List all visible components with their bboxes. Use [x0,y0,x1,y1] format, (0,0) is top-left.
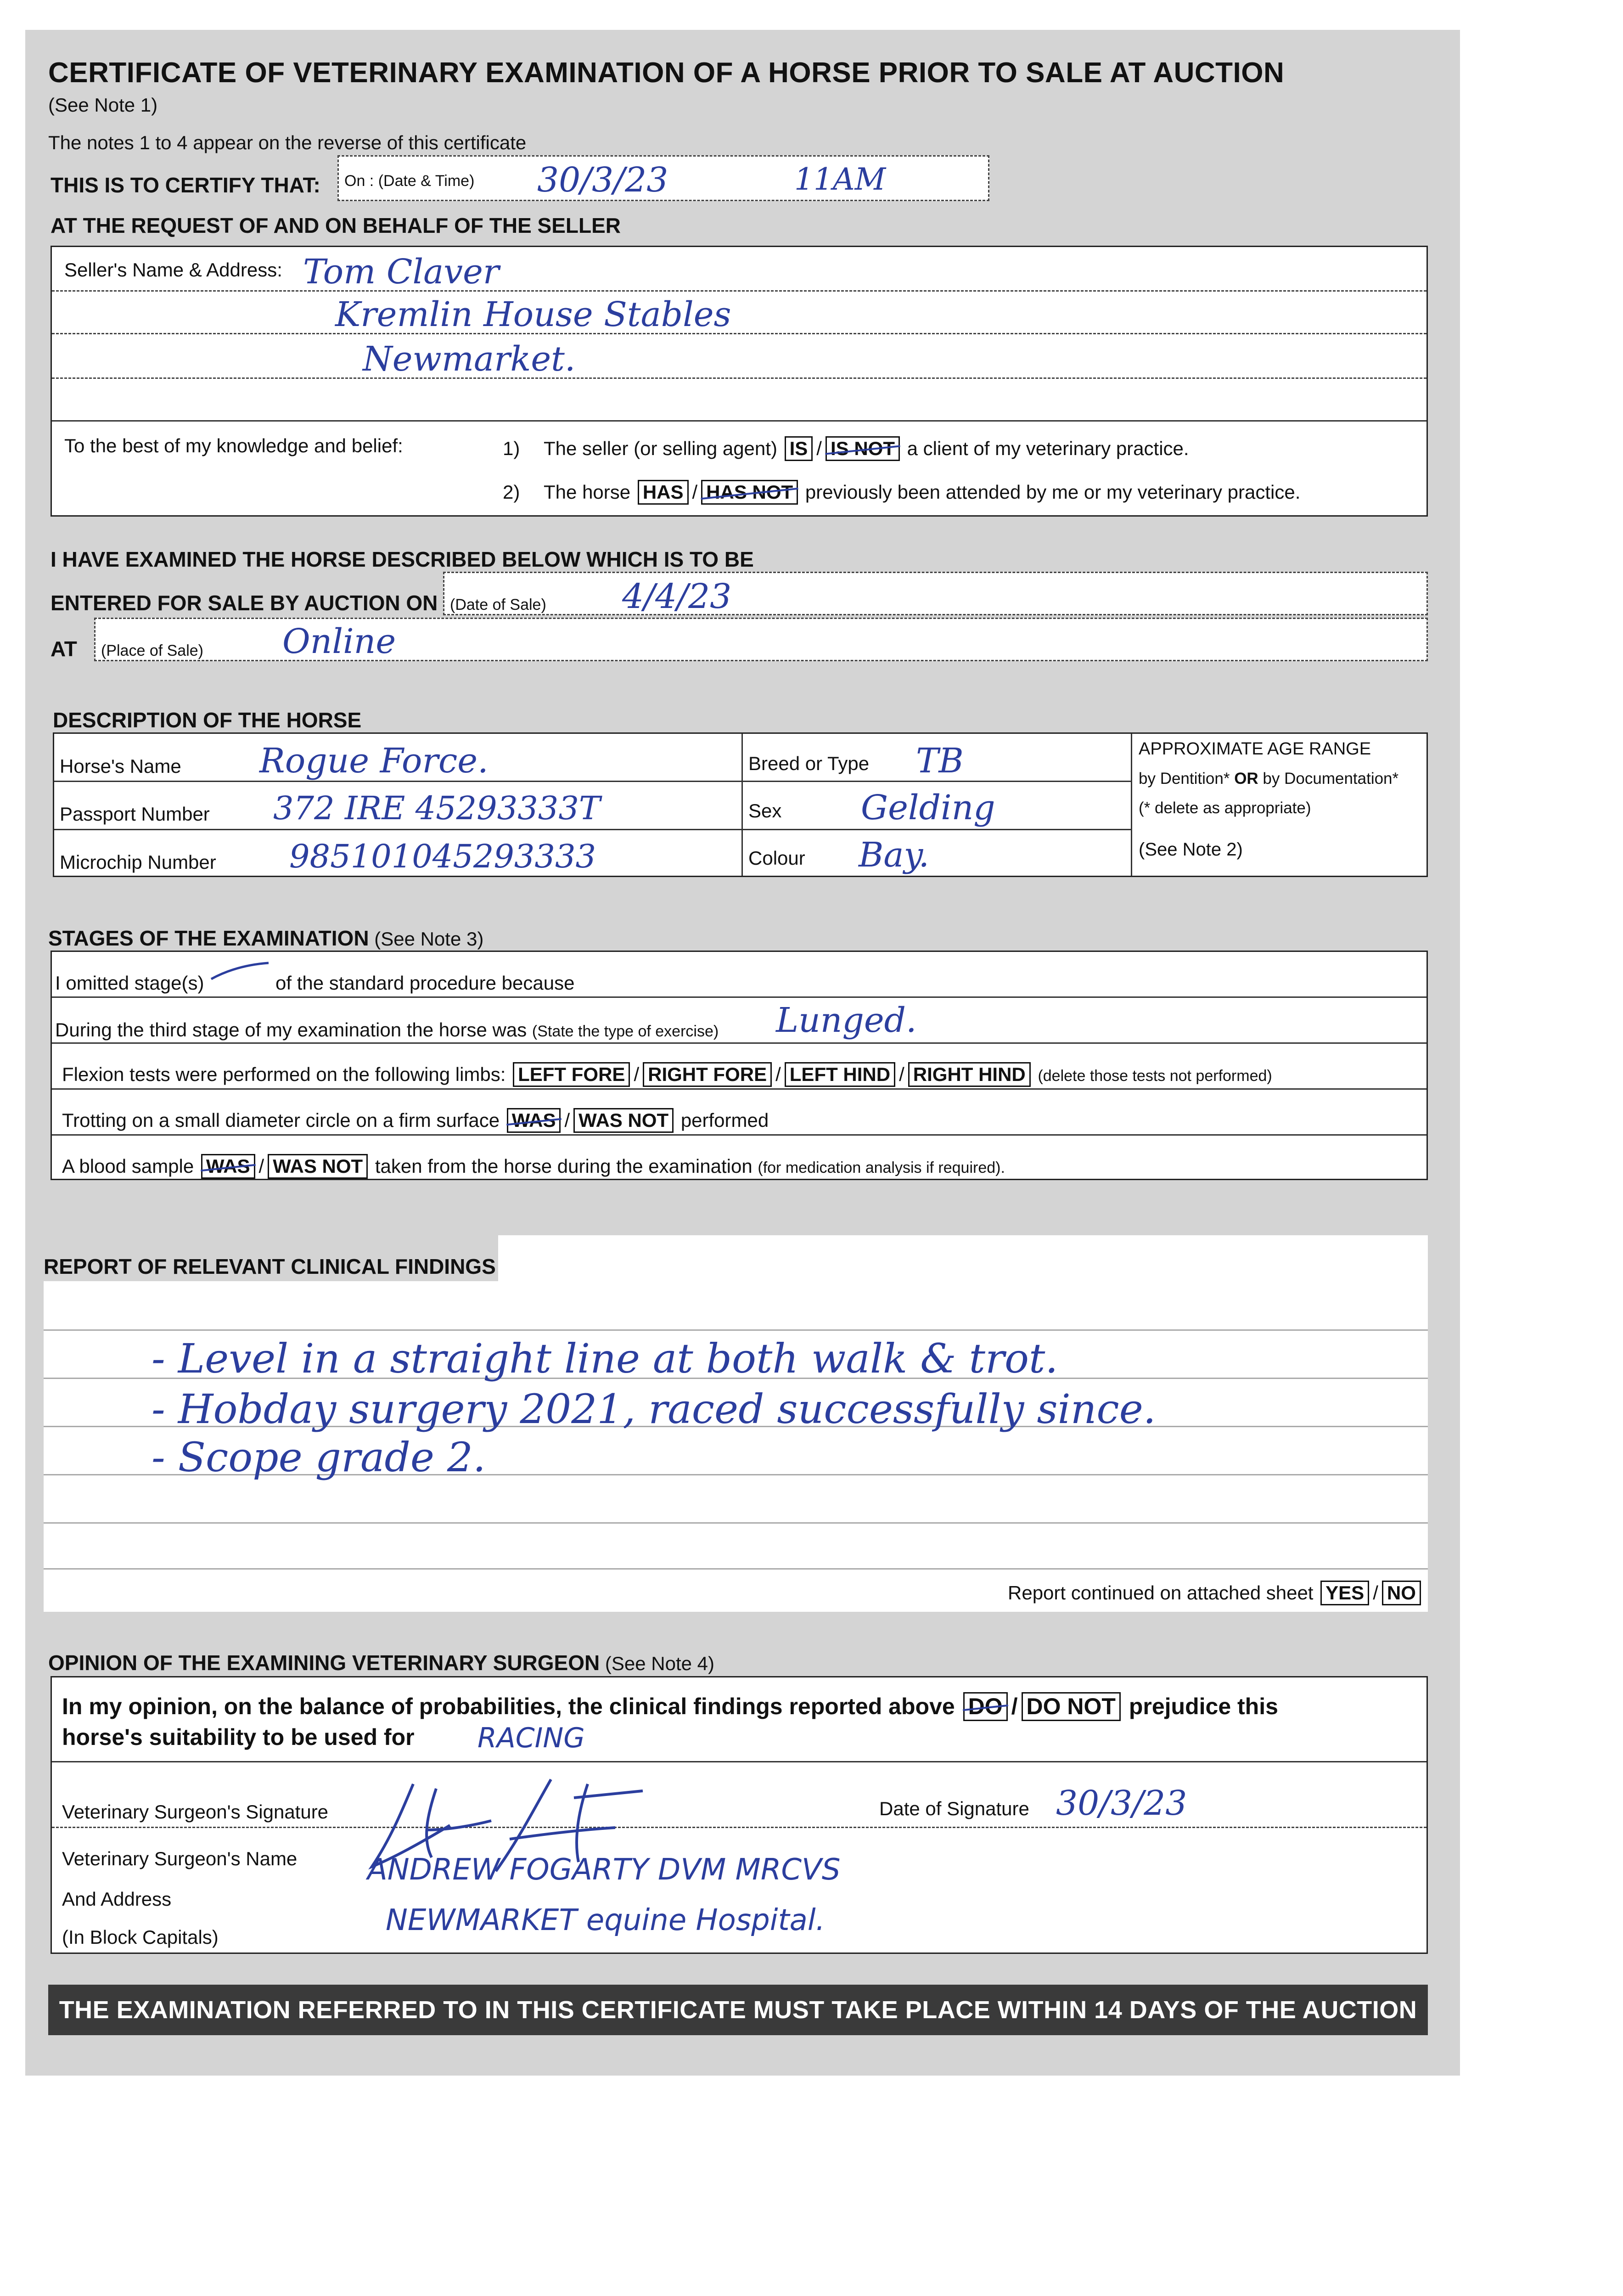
vet-name-value: ANDREW FOGARTY DVM MRCVS [367,1853,841,1887]
seller-name-value: Tom Claver [303,252,500,292]
statement2-pre: The horse [544,481,631,503]
desc-col-line-1 [741,734,743,876]
sale-date-label: (Date of Sale) [450,596,546,613]
seller-box [51,246,1428,517]
report-title: REPORT OF RELEVANT CLINICAL FINDINGS [44,1255,496,1278]
report-continued-label: Report continued on attached sheet [1008,1582,1314,1604]
opinion-note: (See Note 4) [605,1653,715,1674]
certify-label: THIS IS TO CERTIFY THAT: [51,173,320,197]
age-see-note: (See Note 2) [1139,839,1243,860]
sale-date-field[interactable] [443,572,1428,615]
sale-line1: I HAVE EXAMINED THE HORSE DESCRIBED BELOW WHICH IS TO BE [51,547,754,571]
finding-line-3: - Scope grade 2. [152,1434,486,1481]
flexion-post: (delete those tests not performed) [1038,1067,1272,1085]
third-stage-value: Lunged. [776,1001,917,1040]
opinion-line-1 [52,1761,1426,1762]
vet-address-value: NEWMARKET equine Hospital. [386,1903,825,1937]
stages-line-4 [52,1134,1426,1136]
report-continued-row: Report continued on attached sheet YES / NO [1008,1581,1423,1605]
desc-row-line-2 [54,829,1131,830]
microchip-value: 985101045293333 [289,838,596,875]
stages-line-2 [52,1042,1426,1044]
omitted-stage-dash [209,961,273,984]
exam-date-value: 30/3/23 [537,160,668,200]
sex-label: Sex [748,800,782,822]
microchip-label: Microchip Number [60,851,216,873]
date-signature-value: 30/3/23 [1056,1784,1187,1823]
title-see-note: (See Note 1) [48,94,158,116]
age-or: OR [1234,770,1258,788]
blood-was-option[interactable]: WAS [201,1154,255,1179]
flexion-right-hind[interactable]: RIGHT HIND [908,1062,1031,1087]
opinion-text-post: prejudice this [1129,1694,1278,1719]
opinion-do-option[interactable]: DO [963,1692,1008,1721]
flexion-left-fore[interactable]: LEFT FORE [513,1062,630,1087]
date-time-label: On : (Date & Time) [344,172,475,190]
age-delete-note: (* delete as appropriate) [1139,799,1311,817]
flexion-left-hind[interactable]: LEFT HIND [785,1062,895,1087]
trotting-was-not-option[interactable]: WAS NOT [573,1108,674,1133]
age-by-documentation[interactable]: by Documentation* [1263,770,1399,788]
opinion-text-line2: horse's suitability to be used for [62,1724,415,1750]
seller-address-line1: Kremlin House Stables [335,295,731,334]
statement1-pre: The seller (or selling agent) [544,438,777,459]
flexion-right-fore[interactable]: RIGHT FORE [643,1062,772,1087]
omitted-stage-post: of the standard procedure because [275,972,575,994]
age-by-dentition[interactable]: by Dentition* [1139,770,1230,788]
sale-line2: ENTERED FOR SALE BY AUCTION ON [51,591,438,615]
request-line: AT THE REQUEST OF AND ON BEHALF OF THE SELLER [51,214,621,237]
continued-yes-option[interactable]: YES [1320,1581,1369,1605]
stages-line-3 [52,1088,1426,1090]
report-header-fill [498,1235,1428,1281]
seller-label: Seller's Name & Address: [64,259,282,281]
seller-line-3 [52,377,1426,379]
flexion-row: Flexion tests were performed on the following limbs: LEFT FORE / RIGHT FORE / LEFT HIND / RIGHT HIND (delete those tests not performed) [62,1062,1272,1087]
stages-note: (See Note 3) [374,928,484,950]
belief-label: To the best of my knowledge and belief: [64,435,403,456]
omitted-stage-pre: I omitted stage(s) [55,972,204,994]
opinion-do-not-option[interactable]: DO NOT [1022,1692,1121,1721]
horse-name-label: Horse's Name [60,755,181,777]
statement1: 1) The seller (or selling agent) IS / IS NOT a client of my veterinary practice. [503,436,1189,461]
vet-name-label: Veterinary Surgeon's Name [62,1848,298,1869]
passport-value: 372 IRE 45293333T [273,789,601,827]
client-is-not-option[interactable]: IS NOT [826,436,900,461]
colour-label: Colour [748,847,805,869]
exam-time-value: 11AM [794,162,886,197]
trotting-was-option[interactable]: WAS [507,1108,561,1133]
blood-pre: A blood sample [62,1155,194,1177]
opinion-line-2 [52,1827,1426,1828]
sale-place-value: Online [282,622,396,661]
colour-value: Bay. [859,835,929,875]
horse-name-value: Rogue Force. [259,741,489,781]
opinion-text-line1: In my opinion, on the balance of probabilities, the clinical findings reported above DO / DO NOT prejudice this [62,1692,1278,1721]
seller-address-line2: Newmarket. [363,339,576,379]
third-stage-pre: During the third stage of my examination the horse was [55,1019,527,1041]
sale-place-label: (Place of Sale) [101,642,203,659]
opinion-heading [48,1652,714,1673]
signature-label: Veterinary Surgeon's Signature [62,1801,329,1823]
footer-banner: THE EXAMINATION REFERRED TO IN THIS CERTIFICATE MUST TAKE PLACE WITHIN 14 DAYS OF THE AUCTION [48,1985,1428,2035]
statement1-post: a client of my veterinary practice. [907,438,1189,459]
statement2-num: 2) [503,481,520,503]
opinion-title: OPINION OF THE EXAMINING VETERINARY SURGEON [48,1651,600,1675]
age-range-title: APPROXIMATE AGE RANGE [1139,739,1371,759]
notes-line: The notes 1 to 4 appear on the reverse of this certificate [48,132,527,153]
breed-label: Breed or Type [748,753,870,774]
flexion-pre: Flexion tests were performed on the following limbs: [62,1064,506,1085]
third-stage-row [55,1020,719,1040]
horse-has-option[interactable]: HAS [638,480,689,505]
continued-no-option[interactable]: NO [1382,1581,1421,1605]
stages-line-1 [52,996,1426,998]
trotting-pre: Trotting on a small diameter circle on a firm surface [62,1109,500,1131]
seller-divider [52,420,1426,422]
desc-col-line-2 [1131,734,1132,876]
third-stage-hint: (State the type of exercise) [532,1023,719,1040]
blood-hint: (for medication analysis if required). [758,1159,1005,1176]
opinion-text-pre: In my opinion, on the balance of probabilities, the clinical findings reported above [62,1694,955,1719]
seller-line-2 [52,333,1426,334]
stages-title: STAGES OF THE EXAMINATION [48,926,369,950]
statement2: 2) The horse HAS / HAS NOT previously been attended by me or my veterinary practice. [503,480,1300,505]
report-line-5 [44,1522,1428,1524]
blood-row: A blood sample WAS / WAS NOT taken from the horse during the examination (for medication analysis if required). [62,1154,1005,1179]
stages-heading [48,928,483,949]
certificate-title: CERTIFICATE OF VETERINARY EXAMINATION OF A HORSE PRIOR TO SALE AT AUCTION [48,57,1285,89]
statement2-post: previously been attended by me or my veterinary practice. [805,481,1301,503]
trotting-post: performed [680,1109,769,1131]
intended-use-value: RACING [477,1722,585,1754]
block-caps-label: (In Block Capitals) [62,1926,219,1948]
finding-line-1: - Level in a straight line at both walk & trot. [152,1335,1058,1382]
trotting-row: Trotting on a small diameter circle on a firm surface WAS / WAS NOT performed [62,1108,769,1133]
finding-line-2: - Hobday surgery 2021, raced successfully since. [152,1385,1156,1433]
sale-date-value: 4/4/23 [622,577,732,616]
sale-at-label: AT [51,637,77,661]
horse-has-not-option[interactable]: HAS NOT [701,480,798,505]
breed-value: TB [916,741,964,781]
seller-line-1 [52,290,1426,292]
desc-row-line-1 [54,781,1131,782]
blood-post: taken from the horse during the examination [375,1155,753,1177]
passport-label: Passport Number [60,803,210,825]
description-title: DESCRIPTION OF THE HORSE [53,708,362,732]
client-is-option[interactable]: IS [785,436,813,461]
age-range-options [1139,771,1398,787]
statement1-num: 1) [503,438,520,459]
date-signature-label: Date of Signature [879,1798,1029,1819]
blood-was-not-option[interactable]: WAS NOT [268,1154,368,1179]
report-line-6 [44,1568,1428,1570]
vet-address-label: And Address [62,1888,172,1910]
report-line-1 [44,1329,1428,1331]
sex-value: Gelding [861,788,995,827]
